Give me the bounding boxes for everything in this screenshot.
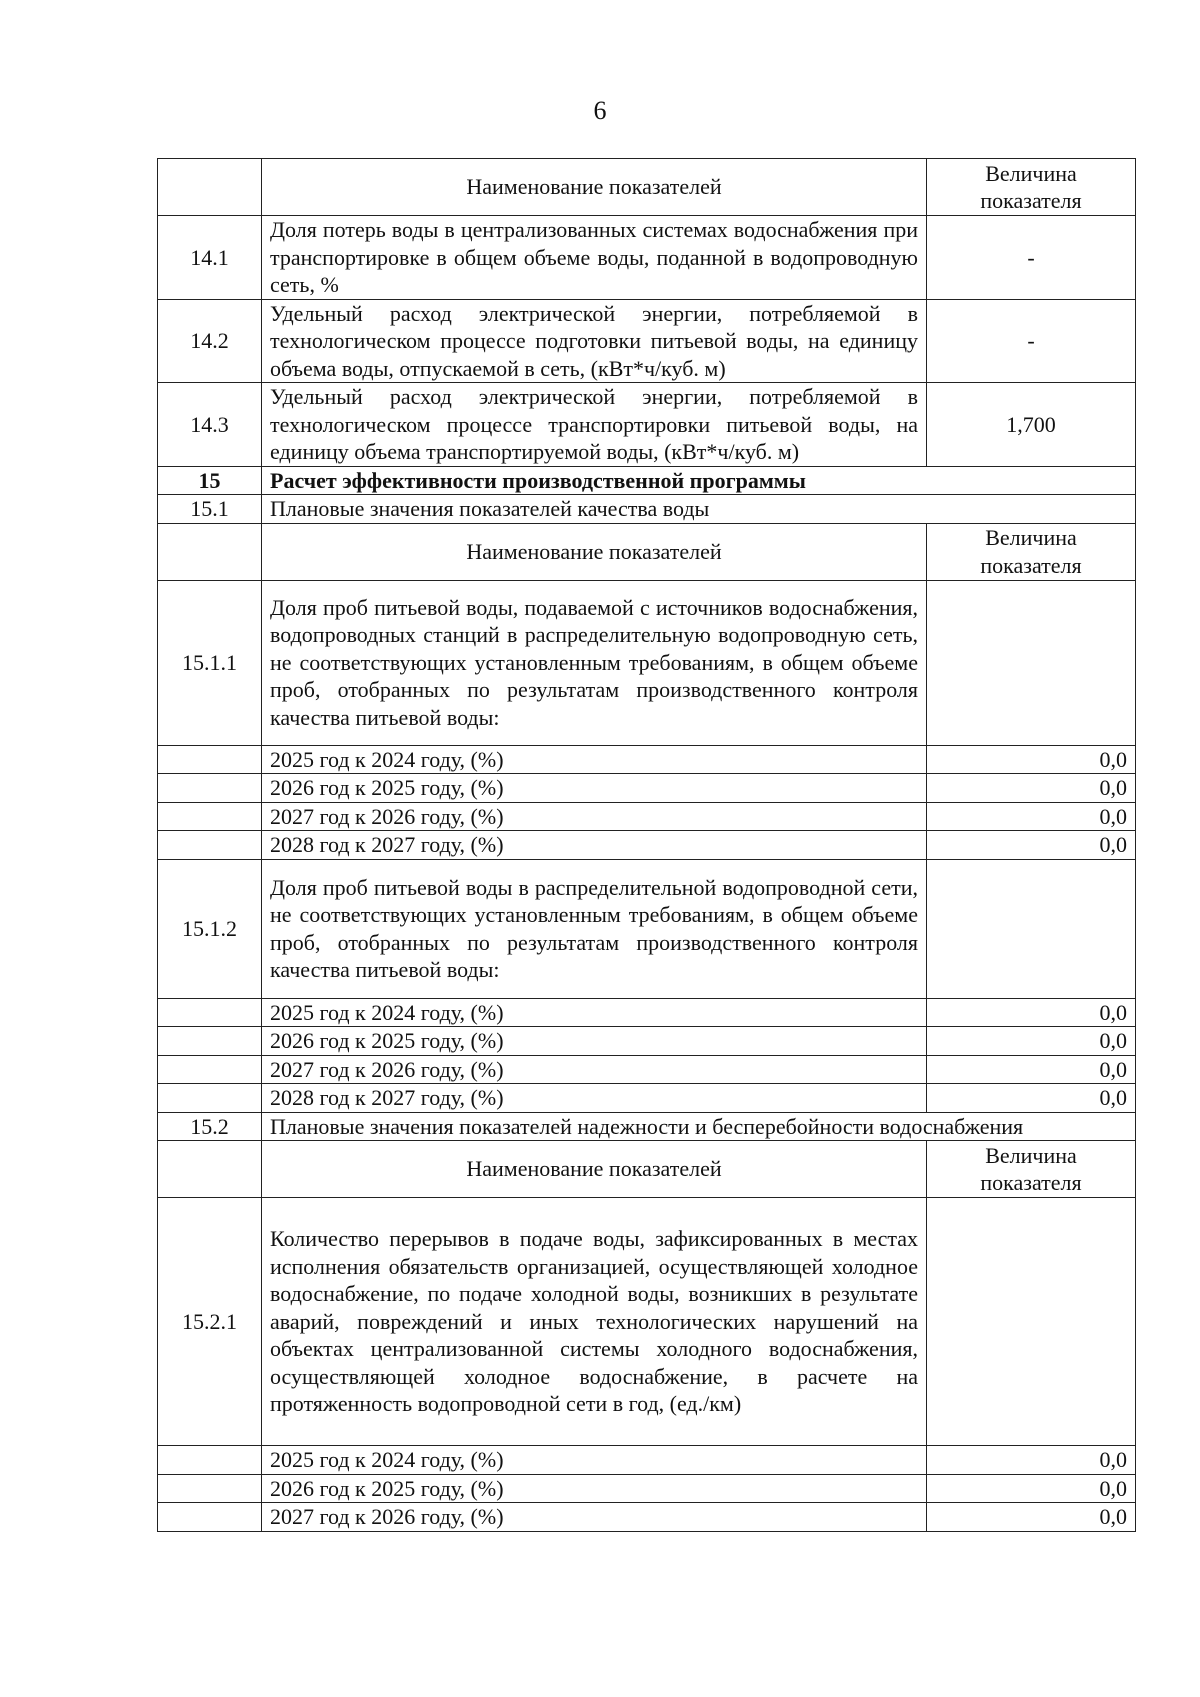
year-value: 0,0 xyxy=(927,1027,1136,1056)
year-value: 0,0 xyxy=(927,998,1136,1027)
row-name: Количество перерывов в подаче воды, зафиксированных в местах исполнения обязательств организацией, осуществляющей холодное водоснабжение, по подаче холодной воды, возникших в результате аварий, повреждений и иных технологических нарушений на объектах централизованной системы холодного водоснабжения, осуществляющей холодное водоснабжение, в расчете на протяженность водопроводной сети в год, (ед./км) xyxy=(262,1198,927,1446)
subsection-number: 15.1 xyxy=(158,495,262,524)
row-value-empty xyxy=(927,1198,1136,1446)
table-row xyxy=(158,299,1136,383)
year-row xyxy=(158,1446,1136,1475)
year-row xyxy=(158,1055,1136,1084)
header-value: Величина показателя xyxy=(927,1141,1136,1198)
year-label: 2028 год к 2027 году, (%) xyxy=(262,1084,927,1113)
row-value-empty xyxy=(927,859,1136,998)
table-row xyxy=(158,859,1136,998)
year-row xyxy=(158,1503,1136,1532)
row-number: 14.3 xyxy=(158,383,262,467)
subsection-row xyxy=(158,1112,1136,1141)
row-number: 15.1.2 xyxy=(158,859,262,998)
section-number: 15 xyxy=(158,466,262,495)
year-value: 0,0 xyxy=(927,1474,1136,1503)
section-title: Расчет эффективности производственной программы xyxy=(262,466,1136,495)
year-label: 2026 год к 2025 году, (%) xyxy=(262,1027,927,1056)
year-label: 2027 год к 2026 году, (%) xyxy=(262,1503,927,1532)
row-name: Удельный расход электрической энергии, потребляемой в технологическом процессе транспортировки питьевой воды, на единицу объема транспортируемой воды, (кВт*ч/куб. м) xyxy=(262,383,927,467)
year-label: 2027 год к 2026 году, (%) xyxy=(262,802,927,831)
row-number: 14.2 xyxy=(158,299,262,383)
subsection-title: Плановые значения показателей качества воды xyxy=(262,495,1136,524)
year-label: 2026 год к 2025 году, (%) xyxy=(262,774,927,803)
table-header-row xyxy=(158,1141,1136,1198)
year-value: 0,0 xyxy=(927,1055,1136,1084)
header-num-cell xyxy=(158,523,262,580)
year-row xyxy=(158,1084,1136,1113)
row-name: Доля проб питьевой воды в распределительной водопроводной сети, не соответствующих установленным требованиям, в общем объеме проб, отобранных по результатам производственного контроля качества питьевой воды: xyxy=(262,859,927,998)
indicators-table xyxy=(157,158,1136,1532)
year-row xyxy=(158,1474,1136,1503)
year-label: 2025 год к 2024 году, (%) xyxy=(262,745,927,774)
table-header-row xyxy=(158,159,1136,216)
row-name: Доля проб питьевой воды, подаваемой с источников водоснабжения, водопроводных станций в распределительную водопроводную сеть, не соответствующих установленным требованиям, в общем объеме проб, отобранных по результатам производственного контроля качества питьевой воды: xyxy=(262,580,927,745)
header-name: Наименование показателей xyxy=(262,159,927,216)
year-row xyxy=(158,1027,1136,1056)
year-label: 2028 год к 2027 году, (%) xyxy=(262,831,927,860)
section-row xyxy=(158,466,1136,495)
header-name: Наименование показателей xyxy=(262,523,927,580)
table-row xyxy=(158,216,1136,300)
year-row xyxy=(158,745,1136,774)
year-value: 0,0 xyxy=(927,1503,1136,1532)
header-value: Величина показателя xyxy=(927,159,1136,216)
row-number: 15.2.1 xyxy=(158,1198,262,1446)
header-num-cell xyxy=(158,159,262,216)
year-label: 2025 год к 2024 году, (%) xyxy=(262,1446,927,1475)
year-value: 0,0 xyxy=(927,745,1136,774)
page-number: 6 xyxy=(593,96,607,125)
row-number: 14.1 xyxy=(158,216,262,300)
header-num-cell xyxy=(158,1141,262,1198)
year-label: 2025 год к 2024 году, (%) xyxy=(262,998,927,1027)
subsection-title: Плановые значения показателей надежности и бесперебойности водоснабжения xyxy=(262,1112,1136,1141)
row-value: - xyxy=(927,299,1136,383)
row-value: 1,700 xyxy=(927,383,1136,467)
year-label: 2027 год к 2026 году, (%) xyxy=(262,1055,927,1084)
row-name: Удельный расход электрической энергии, потребляемой в технологическом процессе подготовки питьевой воды, на единицу объема воды, отпускаемой в сеть, (кВт*ч/куб. м) xyxy=(262,299,927,383)
row-number: 15.1.1 xyxy=(158,580,262,745)
year-label: 2026 год к 2025 году, (%) xyxy=(262,1474,927,1503)
year-value: 0,0 xyxy=(927,831,1136,860)
year-row xyxy=(158,831,1136,860)
year-row xyxy=(158,802,1136,831)
table-row xyxy=(158,1198,1136,1446)
row-name: Доля потерь воды в централизованных системах водоснабжения при транспортировке в общем объеме воды, поданной в водопроводную сеть, % xyxy=(262,216,927,300)
year-row xyxy=(158,998,1136,1027)
table-row xyxy=(158,383,1136,467)
year-value: 0,0 xyxy=(927,774,1136,803)
subsection-number: 15.2 xyxy=(158,1112,262,1141)
header-value: Величина показателя xyxy=(927,523,1136,580)
row-value-empty xyxy=(927,580,1136,745)
table-header-row xyxy=(158,523,1136,580)
row-value: - xyxy=(927,216,1136,300)
table-row xyxy=(158,580,1136,745)
subsection-row xyxy=(158,495,1136,524)
header-name: Наименование показателей xyxy=(262,1141,927,1198)
year-value: 0,0 xyxy=(927,1084,1136,1113)
year-value: 0,0 xyxy=(927,802,1136,831)
year-value: 0,0 xyxy=(927,1446,1136,1475)
year-row xyxy=(158,774,1136,803)
